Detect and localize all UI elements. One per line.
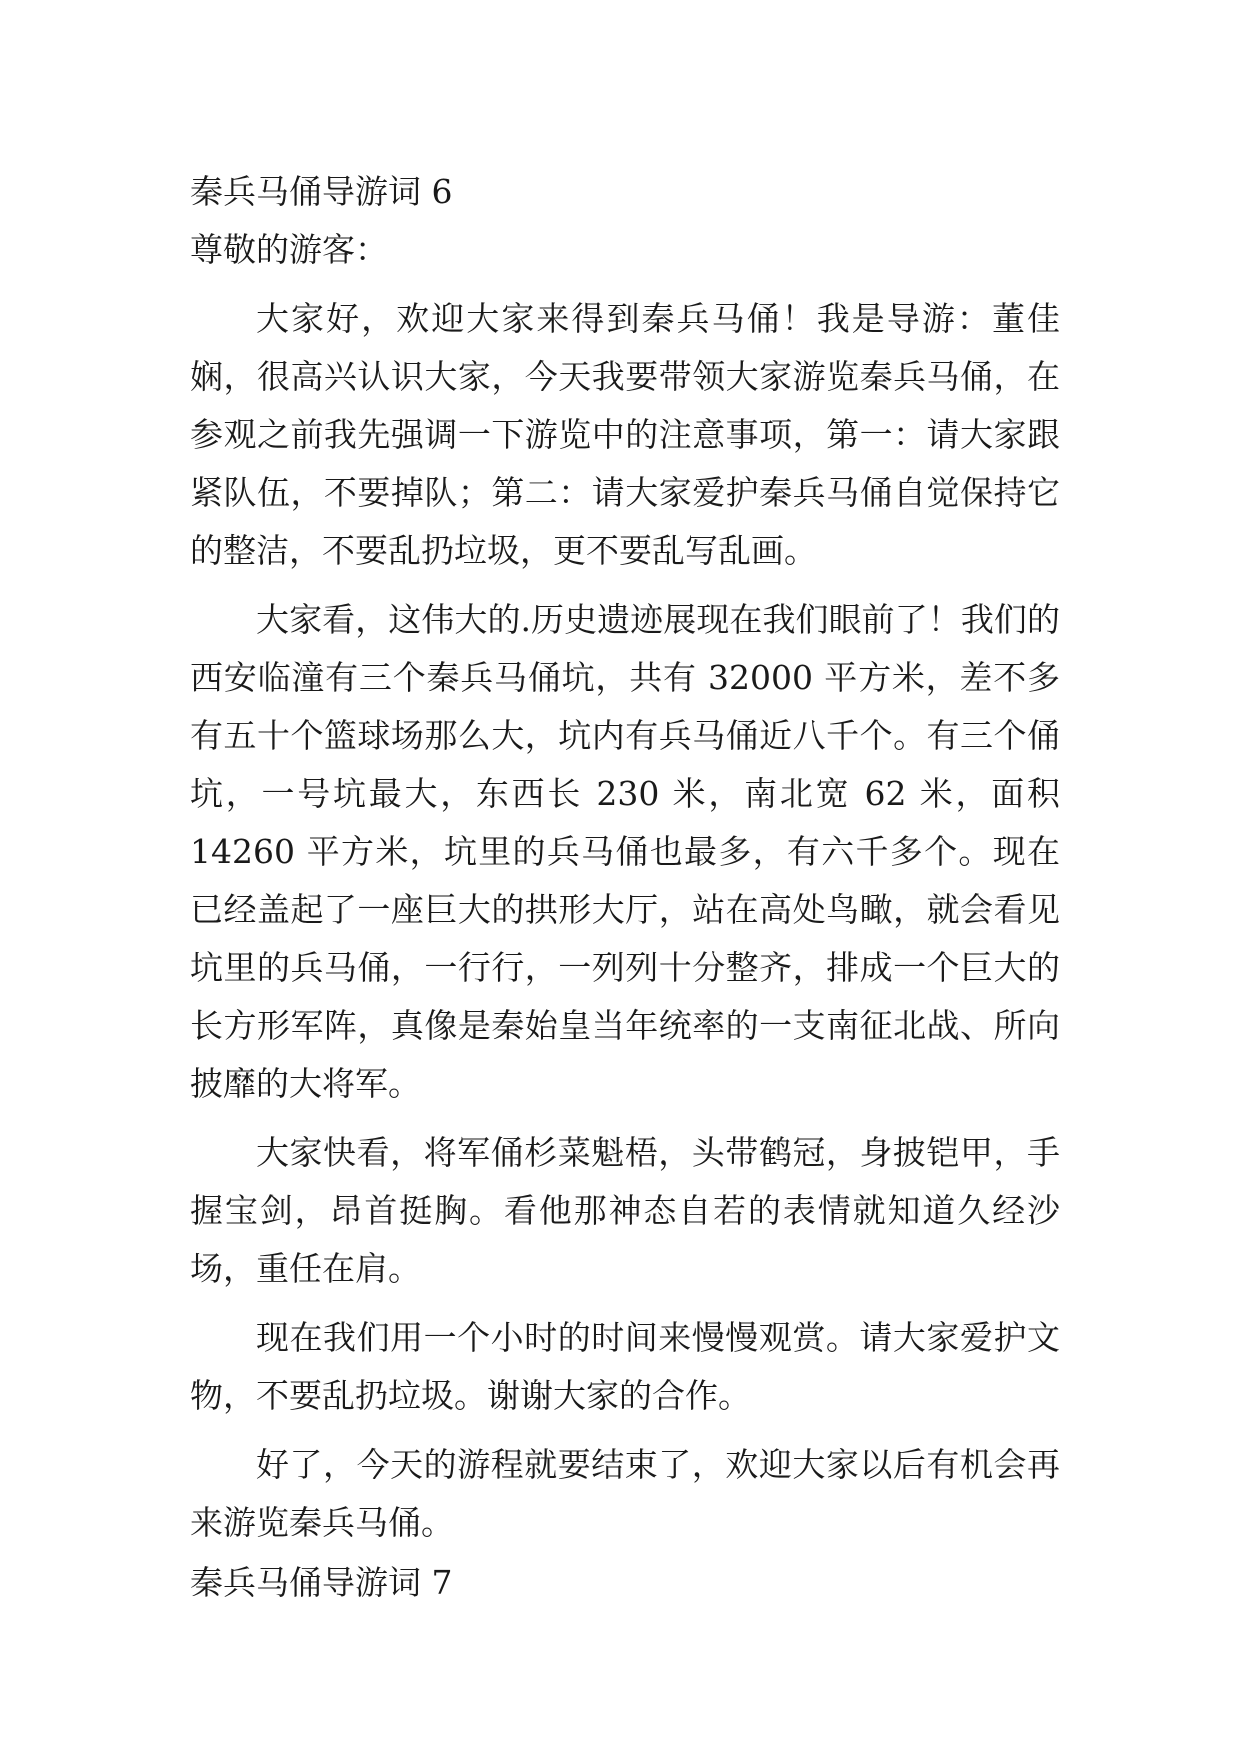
greeting: 尊敬的游客： [190,230,388,269]
section-heading-7: 秦兵马俑导游词 7 [190,1563,453,1602]
paragraph-general: 大家快看，将军俑杉菜魁梧，头带鹤冠，身披铠甲，手握宝剑，昂首挺胸。看他那神态自若的表情就知道久经沙场，重任在肩。 [190,1133,1060,1288]
paragraph-farewell: 好了，今天的游程就要结束了，欢迎大家以后有机会再来游览秦兵马俑。 [190,1445,1060,1542]
paragraph-welcome: 大家好，欢迎大家来得到秦兵马俑！我是导游：董佳娴，很高兴认识大家，今天我要带领大家游览秦兵马俑，在参观之前我先强调一下游览中的注意事项，第一：请大家跟紧队伍，不要掉队；第二：请大家爱护秦兵马俑自觉保持它的整洁，不要乱扔垃圾，更不要乱写乱画。 [190,299,1060,570]
document-body [190,163,1060,1612]
section-heading-6: 秦兵马俑导游词 6 [190,172,453,211]
paragraph-viewing: 现在我们用一个小时的时间来慢慢观赏。请大家爱护文物，不要乱扔垃圾。谢谢大家的合作。 [190,1318,1060,1415]
paragraph-pits: 大家看，这伟大的.历史遗迹展现在我们眼前了！我们的西安临潼有三个秦兵马俑坑，共有 32000 平方米，差不多有五十个篮球场那么大，坑内有兵马俑近八千个。有三个俑坑，一号坑最大，东西长 230 米，南北宽 62 米，面积 14260 平方米，坑里的兵马俑也最多，有六千多个。现在已经盖起了一座巨大的拱形大厅，站在高处鸟瞰，就会看见坑里的兵马俑，一行行，一列列十分整齐，排成一个巨大的长方形军阵，真像是秦始皇当年统率的一支南征北战、所向披靡的大将军。 [190,600,1060,1103]
